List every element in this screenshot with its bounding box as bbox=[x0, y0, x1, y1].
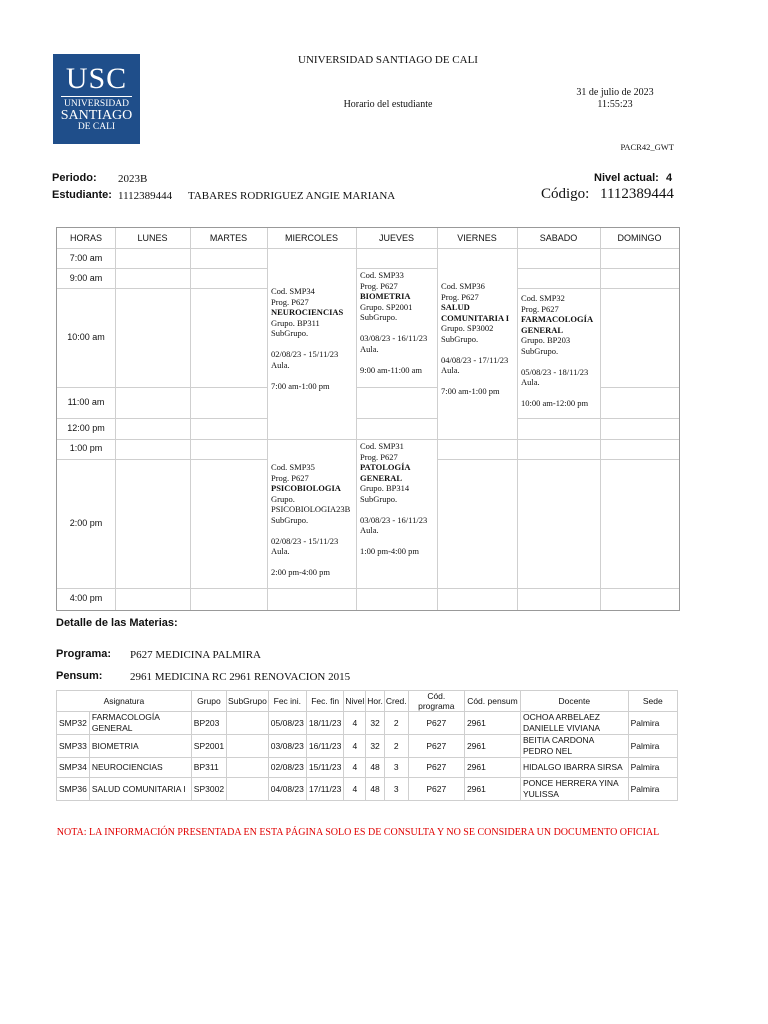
page-subtitle: Horario del estudiante bbox=[343, 99, 433, 110]
class-block-line: Cod. SMP32 bbox=[521, 293, 565, 303]
materias-header: SubGrupo bbox=[227, 691, 269, 712]
table-cell: P627 bbox=[408, 758, 464, 778]
time-label: 9:00 am bbox=[69, 273, 103, 283]
table-cell: P627 bbox=[408, 778, 464, 801]
time-label: 10:00 am bbox=[67, 332, 105, 342]
pensum-value: 2961 MEDICINA RC 2961 RENOVACION 2015 bbox=[130, 671, 351, 683]
time-label: 4:00 pm bbox=[69, 593, 103, 603]
table-row bbox=[57, 735, 678, 758]
class-block-line: Aula. bbox=[271, 546, 290, 556]
table-cell: 2961 bbox=[464, 735, 520, 758]
class-block-line bbox=[360, 354, 437, 365]
class-block-line: SubGrupo. bbox=[271, 514, 309, 525]
table-cell: BP203 bbox=[191, 712, 226, 735]
class-block-line bbox=[521, 388, 600, 399]
class-block-line bbox=[441, 376, 517, 387]
table-cell: 05/08/23 bbox=[268, 712, 306, 735]
class-block-line: Aula. bbox=[360, 525, 379, 535]
time-label: 11:00 am bbox=[67, 397, 105, 407]
class-block-subject: NEUROCIENCIAS bbox=[271, 307, 344, 317]
table-cell: 03/08/23 bbox=[268, 735, 306, 758]
report-time: 11:55:23 bbox=[597, 99, 633, 110]
class-block-line: 05/08/23 - 18/11/23 bbox=[521, 366, 589, 377]
class-block-psicobiologia[interactable] bbox=[268, 440, 356, 588]
class-block-line: Prog. P627 bbox=[521, 303, 559, 314]
class-block-line: Cod. SMP33 bbox=[360, 270, 404, 280]
table-cell: 2961 bbox=[464, 712, 520, 735]
materias-header: Asignatura bbox=[57, 691, 192, 712]
class-block-line: Prog. P627 bbox=[441, 291, 479, 302]
class-block-subject: PATOLOGÍA GENERAL bbox=[360, 462, 411, 483]
schedule-grid bbox=[56, 227, 680, 611]
header-horas: HORAS bbox=[69, 233, 102, 243]
table-cell: 48 bbox=[366, 778, 385, 801]
class-block-line: Prog. P627 bbox=[360, 280, 398, 291]
class-block-line: 04/08/23 - 17/11/23 bbox=[441, 354, 509, 365]
table-cell: 3 bbox=[384, 758, 408, 778]
header-viernes: VIERNES bbox=[457, 233, 497, 243]
materias-header: Fec. fin bbox=[306, 691, 343, 712]
class-block-line bbox=[360, 536, 437, 547]
logo-usc-text: USC bbox=[65, 62, 128, 95]
table-cell: NEUROCIENCIAS bbox=[89, 758, 191, 778]
class-block-line: Aula. bbox=[360, 343, 379, 354]
codigo-label: Código: bbox=[541, 186, 590, 202]
nota-disclaimer: NOTA: LA INFORMACIÓN PRESENTADA EN ESTA PÁGINA SOLO ES DE CONSULTA Y NO SE CONSIDERA UN DOCUMENTO OFICIAL bbox=[56, 827, 660, 838]
usc-logo bbox=[53, 54, 140, 144]
class-block-line: 2:00 pm-4:00 pm bbox=[271, 567, 331, 577]
table-cell: BIOMETRIA bbox=[89, 735, 191, 758]
class-block-line bbox=[271, 370, 356, 381]
table-cell: 4 bbox=[344, 712, 366, 735]
periodo-value: 2023B bbox=[118, 173, 148, 185]
table-row bbox=[57, 712, 678, 735]
materias-header: Nivel bbox=[344, 691, 366, 712]
table-cell: 3 bbox=[384, 778, 408, 801]
class-block-line bbox=[360, 323, 437, 334]
table-cell: SMP34 bbox=[57, 758, 90, 778]
class-block-farmacologia[interactable] bbox=[518, 289, 600, 418]
table-cell: SALUD COMUNITARIA I bbox=[89, 778, 191, 801]
class-block-subject: PSICOBIOLOGIA bbox=[271, 483, 341, 493]
class-block-line: Grupo. BP311 bbox=[271, 317, 320, 328]
report-date: 31 de julio de 2023 bbox=[576, 87, 654, 98]
detalle-title: Detalle de las Materias: bbox=[56, 617, 178, 629]
time-label: 1:00 pm bbox=[69, 443, 103, 453]
table-cell bbox=[227, 735, 269, 758]
logo-santiago-text: SANTIAGO bbox=[60, 108, 133, 123]
class-block-line bbox=[271, 339, 356, 350]
class-block-line: Prog. P627 bbox=[271, 296, 309, 307]
table-cell: 4 bbox=[344, 735, 366, 758]
class-block-line: Grupo. SP2001 bbox=[360, 301, 413, 312]
periodo-label: Periodo: bbox=[52, 172, 97, 184]
table-cell: 04/08/23 bbox=[268, 778, 306, 801]
table-cell: 4 bbox=[344, 778, 366, 801]
table-cell: 32 bbox=[366, 735, 385, 758]
estudiante-name: TABARES RODRIGUEZ ANGIE MARIANA bbox=[188, 190, 396, 202]
table-cell: 18/11/23 bbox=[306, 712, 343, 735]
table-cell: 4 bbox=[344, 758, 366, 778]
table-cell: BEITIA CARDONA PEDRO NEL bbox=[521, 735, 629, 758]
class-block-line: 9:00 am-11:00 am bbox=[360, 364, 423, 375]
header-sabado: SABADO bbox=[539, 233, 578, 243]
table-cell: 2 bbox=[384, 735, 408, 758]
table-cell: Palmira bbox=[628, 735, 677, 758]
class-block-line: SubGrupo. bbox=[271, 328, 309, 338]
class-block-line: 7:00 am-1:00 pm bbox=[271, 380, 330, 391]
estudiante-label: Estudiante: bbox=[52, 189, 112, 201]
table-cell: P627 bbox=[408, 712, 464, 735]
table-cell: Palmira bbox=[628, 712, 677, 735]
table-cell: 32 bbox=[366, 712, 385, 735]
table-cell bbox=[227, 778, 269, 801]
class-block-salud-comunitaria[interactable] bbox=[438, 249, 517, 439]
table-cell: 15/11/23 bbox=[306, 758, 343, 778]
table-cell: BP311 bbox=[191, 758, 226, 778]
class-block-line: 1:00 pm-4:00 pm bbox=[360, 546, 420, 556]
table-row bbox=[57, 758, 678, 778]
materias-header: Docente bbox=[521, 691, 629, 712]
class-block-line: Grupo. BP314 bbox=[360, 483, 410, 493]
class-block-line: Aula. bbox=[441, 365, 460, 375]
class-block-patologia[interactable] bbox=[357, 440, 437, 588]
class-block-line: Grupo. bbox=[271, 493, 295, 504]
class-block-line: Cod. SMP35 bbox=[271, 462, 315, 472]
nivel-value: 4 bbox=[666, 172, 673, 184]
materias-table bbox=[56, 690, 678, 801]
class-block-line: Grupo. BP203 bbox=[521, 335, 571, 345]
class-block-subject: BIOMETRIA bbox=[360, 291, 411, 301]
class-block-neurociencias[interactable] bbox=[268, 249, 356, 439]
university-title: UNIVERSIDAD SANTIAGO DE CALI bbox=[298, 54, 478, 66]
report-code: PACR42_GWT bbox=[620, 142, 674, 152]
table-cell: PONCE HERRERA YINA YULISSA bbox=[521, 778, 629, 801]
class-block-line: 7:00 am-1:00 pm bbox=[441, 386, 500, 396]
class-block-line: SubGrupo. bbox=[360, 493, 398, 504]
table-cell: 16/11/23 bbox=[306, 735, 343, 758]
class-block-line: 02/08/23 - 15/11/23 bbox=[271, 535, 339, 546]
header-domingo: DOMINGO bbox=[617, 233, 662, 243]
materias-header: Sede bbox=[628, 691, 677, 712]
materias-header: Hor. bbox=[366, 691, 385, 712]
class-block-line: Prog. P627 bbox=[360, 451, 398, 462]
estudiante-id: 1112389444 bbox=[118, 190, 173, 202]
class-block-line bbox=[271, 557, 356, 568]
header-miercoles: MIERCOLES bbox=[284, 233, 338, 243]
class-block-line: Prog. P627 bbox=[271, 472, 309, 483]
pensum-label: Pensum: bbox=[56, 670, 103, 682]
table-cell: P627 bbox=[408, 735, 464, 758]
table-cell: 02/08/23 bbox=[268, 758, 306, 778]
table-cell: HIDALGO IBARRA SIRSA bbox=[521, 758, 629, 778]
class-block-line: Cod. SMP31 bbox=[360, 441, 404, 451]
class-block-line: SubGrupo. bbox=[360, 312, 398, 322]
class-block-subject: SALUD COMUNITARIA I bbox=[441, 302, 510, 323]
class-block-line bbox=[521, 356, 600, 367]
class-block-line: Grupo. SP3002 bbox=[441, 323, 494, 333]
table-cell: OCHOA ARBELAEZ DANIELLE VIVIANA bbox=[521, 712, 629, 735]
class-block-line: 03/08/23 - 16/11/23 bbox=[360, 333, 428, 343]
class-block-line: Aula. bbox=[271, 359, 290, 370]
table-cell: SMP33 bbox=[57, 735, 90, 758]
table-cell: 2 bbox=[384, 712, 408, 735]
header-martes: MARTES bbox=[209, 233, 248, 243]
table-cell: 2961 bbox=[464, 778, 520, 801]
table-row bbox=[57, 778, 678, 801]
nivel-label: Nivel actual: bbox=[594, 172, 659, 184]
table-cell: SP3002 bbox=[191, 778, 226, 801]
class-block-biometria[interactable] bbox=[357, 269, 437, 387]
class-block-line: Aula. bbox=[521, 377, 540, 387]
header-jueves: JUEVES bbox=[378, 233, 414, 243]
time-label: 7:00 am bbox=[69, 253, 103, 263]
table-cell bbox=[227, 758, 269, 778]
class-block-line: PSICOBIOLOGIA23B bbox=[271, 504, 351, 514]
class-block-line bbox=[360, 504, 437, 515]
programa-value: P627 MEDICINA PALMIRA bbox=[130, 649, 262, 661]
table-cell: Palmira bbox=[628, 778, 677, 801]
class-block-line: 10:00 am-12:00 pm bbox=[521, 398, 589, 408]
materias-header: Fec ini. bbox=[268, 691, 306, 712]
table-cell: Palmira bbox=[628, 758, 677, 778]
class-block-line: SubGrupo. bbox=[441, 333, 479, 344]
logo-decali-text: DE CALI bbox=[77, 122, 116, 132]
materias-header: Cód. programa bbox=[408, 691, 464, 712]
materias-header: Cred. bbox=[384, 691, 408, 712]
materias-header: Grupo bbox=[191, 691, 226, 712]
table-cell: SMP36 bbox=[57, 778, 90, 801]
class-block-subject: FARMACOLOGÍA GENERAL bbox=[521, 314, 593, 335]
table-cell: SMP32 bbox=[57, 712, 90, 735]
programa-label: Programa: bbox=[56, 648, 112, 660]
table-cell: 48 bbox=[366, 758, 385, 778]
logo-universidad-text: UNIVERSIDAD bbox=[64, 99, 129, 109]
class-block-line: 02/08/23 - 15/11/23 bbox=[271, 349, 339, 359]
time-label: 2:00 pm bbox=[69, 518, 103, 528]
class-block-line bbox=[271, 525, 356, 536]
table-cell: FARMACOLOGÍA GENERAL bbox=[89, 712, 191, 735]
table-cell: SP2001 bbox=[191, 735, 226, 758]
table-cell bbox=[227, 712, 269, 735]
class-block-line: Cod. SMP34 bbox=[271, 286, 315, 296]
time-label: 12:00 pm bbox=[67, 423, 105, 433]
class-block-line bbox=[441, 344, 517, 355]
table-cell: 17/11/23 bbox=[306, 778, 343, 801]
header-lunes: LUNES bbox=[137, 233, 168, 243]
class-block-line: Cod. SMP36 bbox=[441, 281, 485, 291]
codigo-value: 1112389444 bbox=[600, 186, 674, 202]
table-cell: 2961 bbox=[464, 758, 520, 778]
class-block-line: SubGrupo. bbox=[521, 345, 559, 356]
class-block-line: 03/08/23 - 16/11/23 bbox=[360, 514, 428, 525]
materias-header: Cód. pensum bbox=[464, 691, 520, 712]
